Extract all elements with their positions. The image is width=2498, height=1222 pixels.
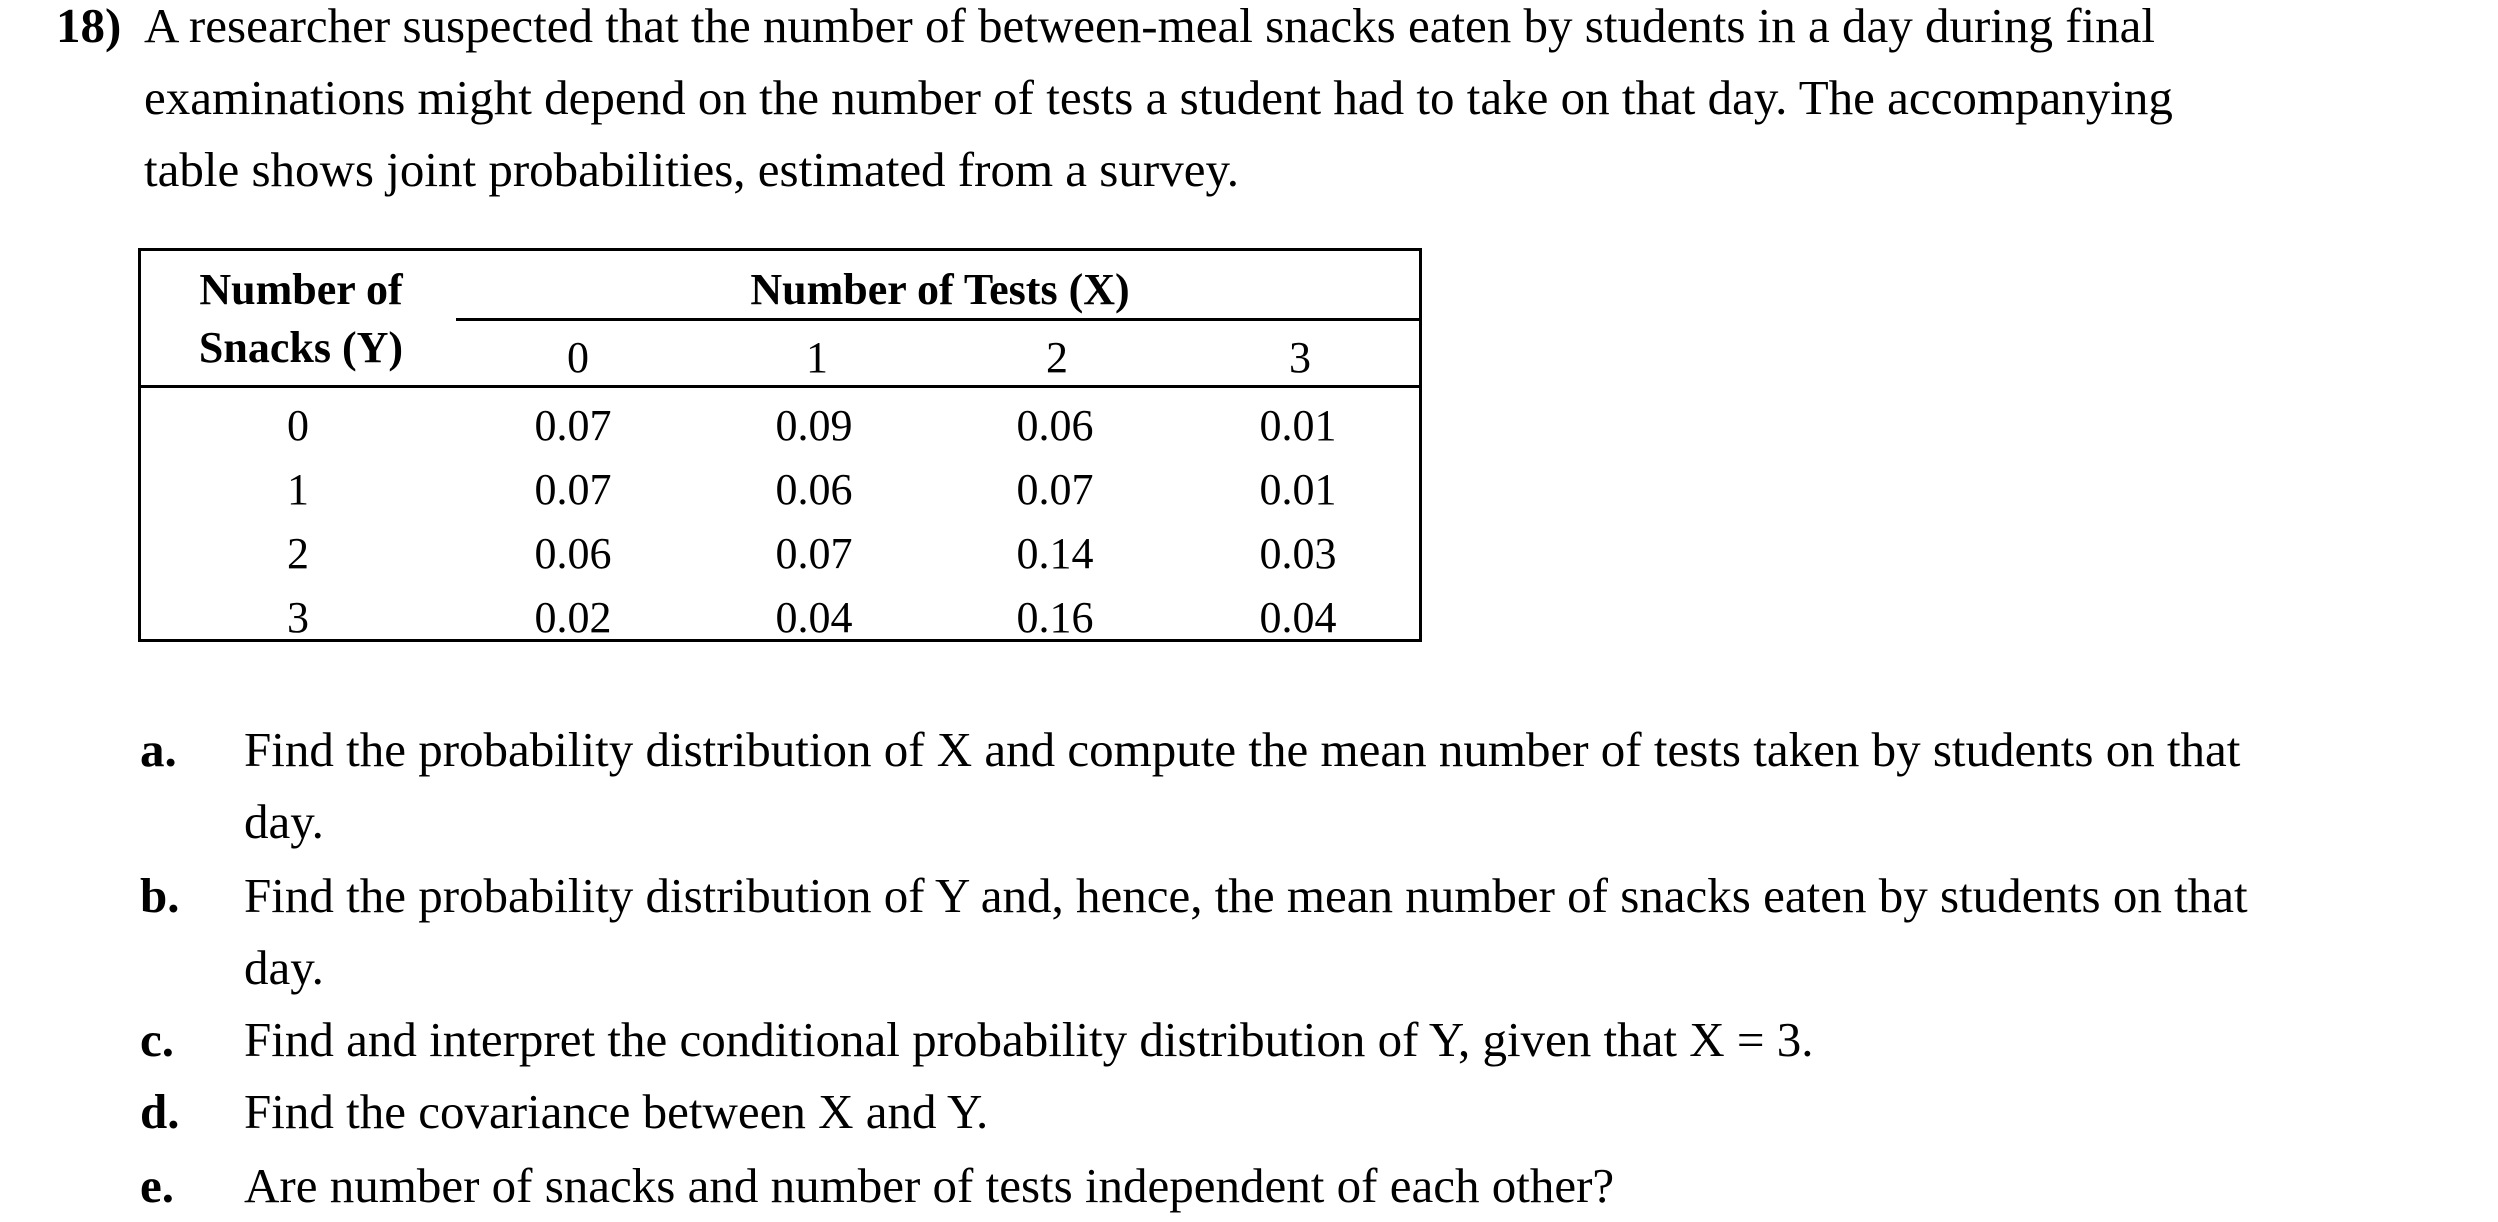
table-cell: 0.01 (1259, 465, 1337, 514)
table-cell: 0.07 (775, 529, 853, 578)
question-line: Find the covariance between X and Y. (244, 1084, 989, 1139)
intro-line: table shows joint probabilities, estimated from a survey. (144, 142, 1240, 197)
question-text (244, 1150, 2494, 1222)
column-header: 0 (567, 333, 589, 382)
joint-probability-table (138, 248, 1422, 642)
question-line: Are number of snacks and number of tests independent of each other? (244, 1158, 1615, 1213)
column-header: 2 (1046, 333, 1068, 382)
question-text (244, 1004, 2494, 1076)
problem-number: 18) (56, 0, 122, 53)
question-line: day. (244, 794, 324, 849)
intro-line: A researcher suspected that the number of between-meal snacks eaten by students in a day during final (144, 0, 2156, 53)
question-line: Find the probability distribution of X and compute the mean number of tests taken by students on that (244, 722, 2241, 777)
row-header-label: Snacks (Y) (198, 323, 404, 372)
table-cell: 0.06 (775, 465, 853, 514)
table-cell: 0.16 (1016, 593, 1094, 642)
question-label: e. (140, 1158, 174, 1213)
table-cell: 0.14 (1016, 529, 1094, 578)
question-text (244, 1076, 2494, 1148)
table-cell: 0.09 (775, 401, 853, 450)
row-label: 0 (287, 401, 309, 450)
question-label: c. (140, 1012, 174, 1067)
header-rule (141, 385, 1422, 388)
table-cell: 0.03 (1259, 529, 1337, 578)
question-label: b. (140, 868, 180, 923)
row-label: 1 (287, 465, 309, 514)
table-cell: 0.02 (534, 593, 612, 642)
table-cell: 0.06 (534, 529, 612, 578)
column-header: 1 (806, 333, 828, 382)
question-text (244, 860, 2494, 1004)
table-cell: 0.01 (1259, 401, 1337, 450)
table-cell: 0.07 (534, 401, 612, 450)
row-header-label: Number of (199, 265, 403, 314)
question-line: day. (244, 940, 324, 995)
table-cell: 0.07 (534, 465, 612, 514)
question-text (244, 714, 2494, 858)
question-label: d. (140, 1084, 180, 1139)
table-cell: 0.07 (1016, 465, 1094, 514)
row-label: 3 (287, 593, 309, 642)
question-label: a. (140, 722, 177, 777)
column-group-header: Number of Tests (X) (750, 265, 1130, 314)
group-header-rule (456, 318, 1422, 321)
column-header: 3 (1289, 333, 1311, 382)
intro-line: examinations might depend on the number of tests a student had to take on that day. The accompanying (144, 70, 2173, 125)
question-line: Find the probability distribution of Y and, hence, the mean number of snacks eaten by students on that (244, 868, 2248, 923)
table-cell: 0.04 (1259, 593, 1337, 642)
question-line: Find and interpret the conditional probability distribution of Y, given that X = 3. (244, 1012, 1814, 1067)
table-cell: 0.04 (775, 593, 853, 642)
row-label: 2 (287, 529, 309, 578)
table-cell: 0.06 (1016, 401, 1094, 450)
problem-intro (144, 0, 2444, 206)
